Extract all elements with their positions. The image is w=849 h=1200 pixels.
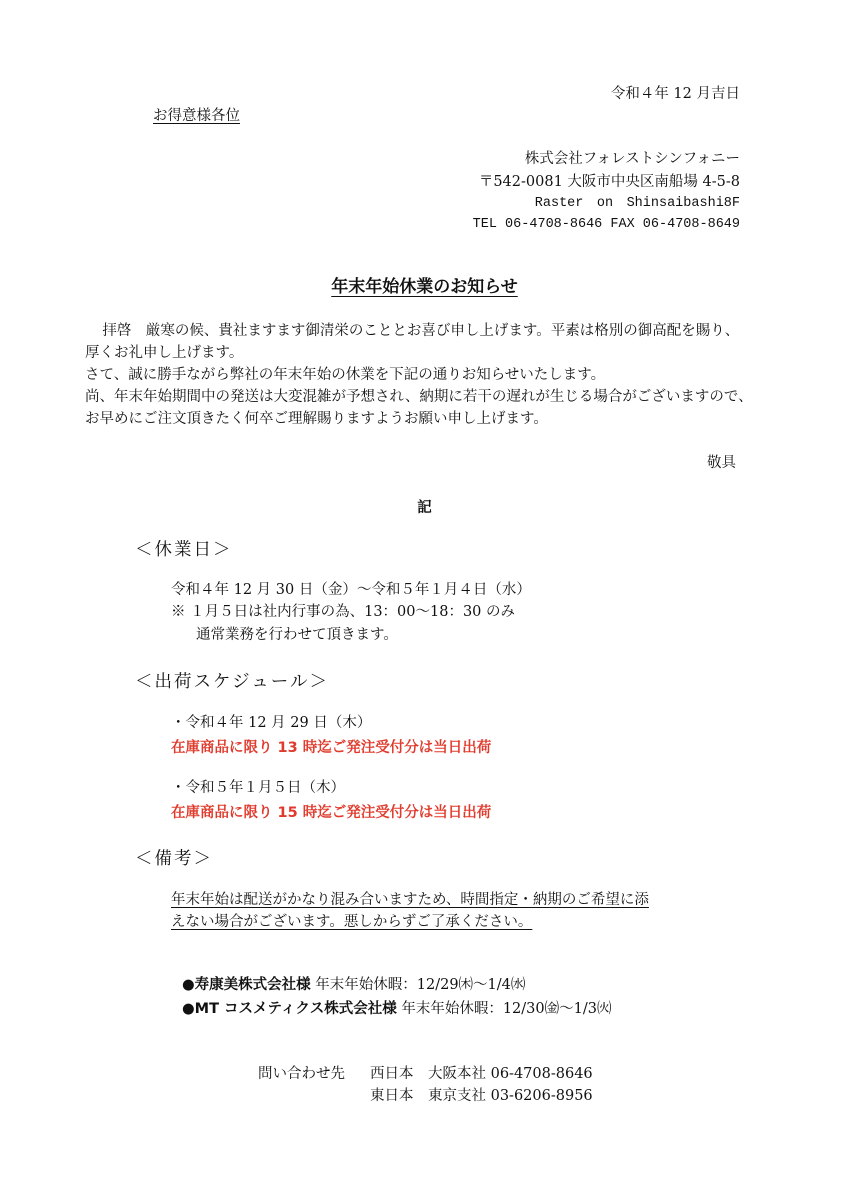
addressee: お得意様各位 bbox=[153, 108, 240, 124]
partner-schedule: 年末年始休暇：12/29㈭～1/4㈬ bbox=[315, 977, 526, 993]
ki-marker: 記 bbox=[417, 500, 432, 516]
holiday-period: 令和４年 12 月 30 日（金）～令和５年１月４日（水） bbox=[171, 582, 531, 598]
partner-row-2 bbox=[182, 999, 611, 1019]
remarks-line-1: 年末年始は配送がかなり混み合いますため、時間指定・納期のご希望に添 bbox=[171, 892, 649, 908]
bullet-icon: ● bbox=[182, 1001, 195, 1017]
closing-keigu: 敬具 bbox=[707, 455, 736, 471]
remarks-line-2: えない場合がございます。悪しからずご了承ください。 bbox=[171, 914, 533, 930]
company-name: 株式会社フォレストシンフォニー bbox=[524, 151, 740, 167]
company-tel-fax: TEL 06-4708-8646 FAX 06-4708-8649 bbox=[472, 217, 740, 232]
shipping-detail-1: 在庫商品に限り 13 時迄ご発注受付分は当日出荷 bbox=[171, 740, 492, 756]
greeting-paragraph: 拝啓 厳寒の候、貴社ますます御清栄のこととお喜び申し上げます。平素は格別の御高配を賜り、厚くお礼申し上げます。 bbox=[85, 323, 740, 361]
shipping-detail-2: 在庫商品に限り 15 時迄ご発注受付分は当日出荷 bbox=[171, 805, 492, 821]
company-building: Raster on Shinsaibashi8F bbox=[534, 196, 740, 211]
contact-east: 東日本 東京支社 03-6206-8956 bbox=[370, 1088, 593, 1104]
request-paragraph: 尚、年末年始期間中の発送は大変混雑が予想され、納期に若干の遅れが生じる場合がございますので、お早めにご注文頂きたく何卒ご理解賜りますようお願い申し上げます。 bbox=[85, 389, 753, 427]
shipping-heading: ＜出荷スケジュール＞ bbox=[135, 672, 329, 692]
company-address: 〒542-0081 大阪市中央区南船場 4-5-8 bbox=[478, 174, 740, 190]
partner-row-1 bbox=[182, 975, 525, 995]
shipping-date-2: ・令和５年１月５日（木） bbox=[171, 780, 345, 796]
notice-paragraph: さて、誠に勝手ながら弊社の年末年始の休業を下記の通りお知らせいたします。 bbox=[85, 367, 606, 383]
partner-name: 寿康美株式会社様 bbox=[194, 977, 311, 993]
document-date: 令和４年 12 月吉日 bbox=[610, 86, 740, 102]
partner-name: MT コスメティクス株式会社様 bbox=[194, 1001, 397, 1017]
contact-label: 問い合わせ先 bbox=[258, 1066, 345, 1082]
holiday-heading: ＜休業日＞ bbox=[135, 540, 233, 560]
holiday-note-2: 通常業務を行わせて頂きます。 bbox=[196, 627, 398, 643]
contact-west: 西日本 大阪本社 06-4708-8646 bbox=[370, 1066, 593, 1082]
partner-schedule: 年末年始休暇：12/30㈮～1/3㈫ bbox=[401, 1001, 612, 1017]
body-text bbox=[85, 320, 753, 430]
document-title: 年末年始休業のお知らせ bbox=[331, 277, 518, 297]
bullet-icon: ● bbox=[182, 977, 195, 993]
holiday-note-1: ※ １月５日は社内行事の為、13：00～18：30 のみ bbox=[171, 604, 516, 620]
shipping-date-1: ・令和４年 12 月 29 日（木） bbox=[171, 715, 372, 731]
remarks-heading: ＜備考＞ bbox=[135, 849, 213, 869]
